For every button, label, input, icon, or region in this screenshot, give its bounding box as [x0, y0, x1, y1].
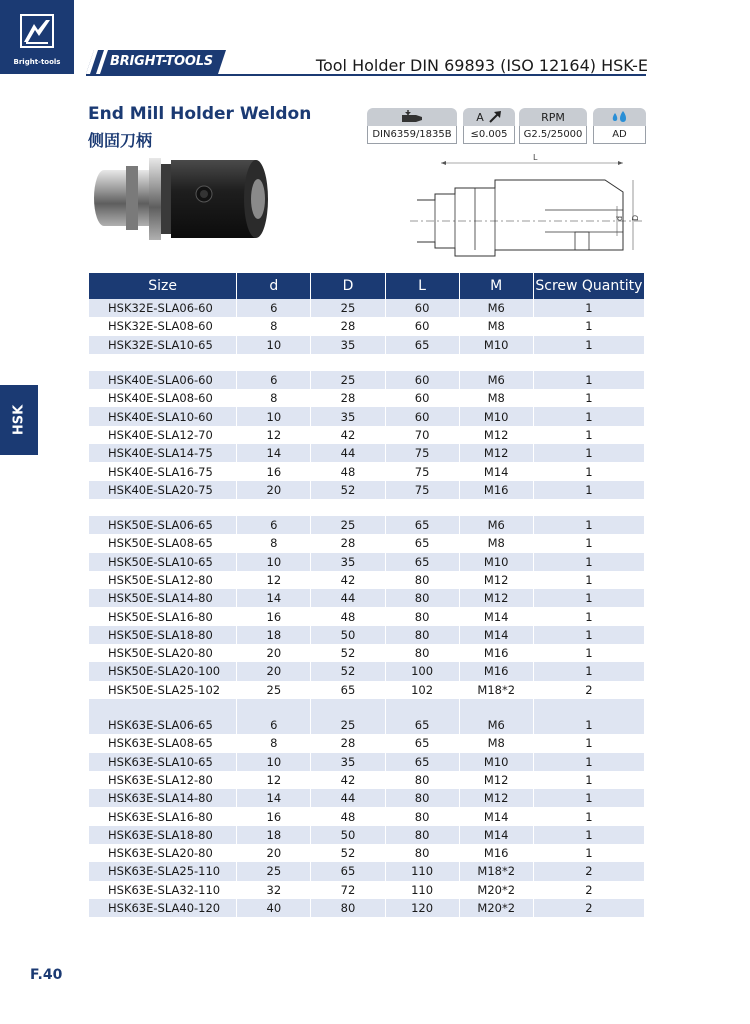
cell-D: 48: [340, 809, 356, 824]
cell-screw-qty: 1: [585, 846, 593, 861]
cell-D: 42: [340, 427, 356, 442]
cell-screw-qty: 1: [534, 407, 644, 425]
cell-screw-qty: 1: [585, 464, 593, 479]
spec-runout: [463, 108, 515, 146]
cell-d: 8: [270, 391, 278, 406]
cell-D: 35: [311, 753, 384, 771]
cell-M: M20*2: [460, 899, 533, 917]
cell-d: 40: [237, 899, 310, 917]
page-number: F.40: [30, 967, 63, 983]
cell-d: 12: [266, 772, 282, 787]
cell-L: 65: [386, 716, 459, 734]
cell-size: HSK63E-SLA16-80: [108, 809, 213, 824]
cell-D: 42: [340, 772, 356, 787]
spec-rpm-label: RPM: [519, 108, 587, 126]
cell-d: 14: [237, 444, 310, 462]
cell-screw-qty: 1: [585, 573, 593, 587]
spacer-cell: [237, 354, 310, 371]
cell-D: 52: [340, 846, 356, 861]
cell-screw-qty: 1: [534, 481, 644, 499]
cell-screw-qty: 1: [534, 789, 644, 807]
cell-d: 6: [237, 716, 310, 734]
group-spacer-row: [89, 699, 644, 716]
cell-screw-qty: 1: [534, 299, 644, 317]
table-row: [89, 462, 644, 480]
cell-M: M10: [460, 336, 533, 354]
cell-d: 25: [237, 862, 310, 880]
cell-M: M16: [460, 662, 533, 680]
cell-D: 25: [311, 516, 384, 534]
spacer-cell: [386, 699, 459, 716]
table-row: [89, 753, 644, 771]
cell-M: M8: [487, 536, 505, 551]
cell-L: 110: [386, 862, 459, 880]
cell-L: 80: [414, 846, 430, 861]
cell-M: M8: [487, 319, 505, 334]
cell-M: M14: [460, 826, 533, 844]
table-row: [89, 844, 644, 862]
cell-L: 120: [386, 899, 459, 917]
cell-M: M18*2: [477, 682, 516, 697]
cell-screw-qty: 1: [534, 753, 644, 771]
cell-D: 65: [311, 862, 384, 880]
cell-screw-qty: 1: [534, 716, 644, 734]
cell-L: 60: [414, 319, 430, 334]
cell-L: 75: [386, 444, 459, 462]
cell-d: 32: [266, 882, 282, 897]
cell-M: M14: [483, 809, 509, 824]
spacer-cell: [89, 354, 236, 371]
cell-D: 28: [340, 319, 356, 334]
cell-M: M16: [483, 846, 509, 861]
spec-coolant-value: AD: [593, 126, 646, 144]
cell-d: 14: [237, 589, 310, 607]
cell-D: 52: [311, 662, 384, 680]
cell-D: 50: [311, 826, 384, 844]
cell-L: 80: [386, 789, 459, 807]
cell-L: 100: [386, 662, 459, 680]
cell-M: M12: [460, 789, 533, 807]
cell-d: 16: [266, 464, 282, 479]
cell-M: M6: [460, 716, 533, 734]
spec-clamping-value: DIN6359/1835B: [367, 126, 457, 144]
table-row: [89, 481, 644, 499]
cell-screw-qty: 1: [585, 809, 593, 824]
cell-size: HSK40E-SLA06-60: [89, 371, 236, 389]
cell-D: 72: [340, 882, 356, 897]
cell-D: 48: [340, 464, 356, 479]
cell-d: 6: [237, 299, 310, 317]
cell-size: HSK63E-SLA20-80: [108, 846, 213, 861]
cell-M: M16: [483, 646, 509, 661]
cell-d: 8: [270, 319, 278, 334]
cell-screw-qty: 1: [534, 516, 644, 534]
cell-size: HSK63E-SLA08-65: [108, 736, 213, 751]
table-row: [89, 644, 644, 662]
cell-M: M12: [460, 444, 533, 462]
cell-size: HSK63E-SLA32-110: [108, 882, 221, 897]
table-row: [89, 299, 644, 317]
cell-screw-qty: 1: [585, 391, 593, 406]
cell-d: 10: [237, 336, 310, 354]
cell-L: 80: [414, 772, 430, 787]
table-row: [89, 336, 644, 354]
table-row: [89, 389, 644, 407]
cell-size: HSK63E-SLA25-110: [89, 862, 236, 880]
cell-M: M12: [483, 772, 509, 787]
spacer-cell: [311, 354, 384, 371]
column-header: D: [311, 273, 384, 299]
cell-size: HSK50E-SLA20-100: [89, 662, 236, 680]
column-header: Size: [89, 273, 236, 299]
table-row: [89, 607, 644, 625]
product-title: End Mill Holder Weldon: [88, 104, 312, 124]
cell-size: HSK50E-SLA08-65: [108, 536, 213, 551]
table-row: [89, 862, 644, 880]
cell-screw-qty: 1: [585, 772, 593, 787]
cell-screw-qty: 1: [585, 609, 593, 624]
cell-d: 10: [237, 553, 310, 571]
cell-M: M6: [460, 371, 533, 389]
cell-L: 65: [414, 736, 430, 751]
cell-size: HSK63E-SLA40-120: [89, 899, 236, 917]
table-row: [89, 571, 644, 589]
cell-D: 35: [311, 407, 384, 425]
spec-clamping: [367, 108, 457, 146]
cell-size: HSK40E-SLA12-70: [108, 427, 213, 442]
cell-M: M12: [460, 589, 533, 607]
cell-screw-qty: 1: [534, 662, 644, 680]
spacer-cell: [237, 699, 310, 716]
cell-D: 25: [311, 371, 384, 389]
cell-size: HSK50E-SLA20-80: [108, 646, 213, 661]
cell-size: HSK63E-SLA06-65: [89, 716, 236, 734]
cell-screw-qty: 2: [534, 899, 644, 917]
cell-L: 60: [386, 371, 459, 389]
table-row: [89, 771, 644, 789]
table-row: [89, 534, 644, 552]
logo-mark-icon: [20, 14, 54, 48]
cell-D: 25: [311, 716, 384, 734]
cell-M: M20*2: [477, 882, 516, 897]
cell-M: M14: [483, 464, 509, 479]
cell-screw-qty: 1: [585, 736, 593, 751]
brand-logo: [0, 0, 74, 74]
cell-L: 70: [414, 427, 430, 442]
technical-drawing: [405, 150, 650, 265]
cell-M: M10: [460, 407, 533, 425]
drawing-label-L: L: [533, 153, 538, 162]
table-header-row: [89, 273, 644, 299]
cell-size: HSK40E-SLA14-75: [89, 444, 236, 462]
table-row: [89, 553, 644, 571]
spec-table: [88, 273, 645, 917]
cell-D: 52: [311, 481, 384, 499]
column-header: d: [237, 273, 310, 299]
table-row: [89, 516, 644, 534]
spacer-cell: [89, 699, 236, 716]
cell-screw-qty: 1: [534, 371, 644, 389]
section-tab-label: HSK: [11, 404, 27, 436]
spacer-cell: [460, 699, 533, 716]
cell-D: 35: [311, 336, 384, 354]
cell-L: 60: [386, 299, 459, 317]
cell-D: 48: [340, 609, 356, 624]
cell-size: HSK40E-SLA20-75: [89, 481, 236, 499]
cell-M: M14: [483, 609, 509, 624]
cell-screw-qty: 1: [585, 319, 593, 334]
cell-size: HSK50E-SLA18-80: [89, 626, 236, 644]
spacer-cell: [534, 499, 644, 516]
cell-L: 102: [411, 682, 434, 697]
cell-L: 75: [414, 464, 430, 479]
cell-screw-qty: 1: [534, 826, 644, 844]
spacer-cell: [534, 699, 644, 716]
cell-size: HSK32E-SLA10-65: [89, 336, 236, 354]
cell-L: 80: [386, 589, 459, 607]
cell-size: HSK50E-SLA25-102: [108, 682, 221, 697]
cell-M: M6: [460, 516, 533, 534]
cell-size: HSK63E-SLA12-80: [108, 772, 213, 787]
coolant-drops-icon: [610, 110, 630, 124]
cell-M: M8: [487, 391, 505, 406]
cell-screw-qty: 2: [534, 862, 644, 880]
cell-D: 44: [311, 589, 384, 607]
cell-d: 20: [266, 646, 282, 661]
spacer-cell: [89, 499, 236, 516]
cell-D: 28: [340, 391, 356, 406]
cell-M: M8: [487, 736, 505, 751]
product-title-cn: 侧固刀柄: [88, 131, 153, 150]
table-row: [89, 317, 644, 335]
column-header: Screw Quantity: [534, 273, 644, 299]
spacer-cell: [386, 354, 459, 371]
cell-size: HSK63E-SLA14-80: [89, 789, 236, 807]
cell-L: 80: [386, 826, 459, 844]
cell-L: 60: [386, 407, 459, 425]
cell-D: 35: [311, 553, 384, 571]
cell-M: M6: [460, 299, 533, 317]
table-row: [89, 444, 644, 462]
cell-size: HSK32E-SLA08-60: [108, 319, 213, 334]
cell-screw-qty: 1: [534, 626, 644, 644]
cell-L: 65: [386, 336, 459, 354]
cell-d: 6: [237, 516, 310, 534]
cell-M: M16: [460, 481, 533, 499]
cell-L: 80: [386, 626, 459, 644]
cell-D: 42: [340, 573, 356, 587]
cell-size: HSK40E-SLA08-60: [108, 391, 213, 406]
section-tab-hsk[interactable]: [0, 385, 38, 455]
drawing-label-d: d: [615, 215, 624, 221]
cell-D: 28: [340, 536, 356, 551]
drawing-label-D: D: [631, 214, 640, 221]
cell-screw-qty: 1: [585, 536, 593, 551]
cell-d: 16: [266, 609, 282, 624]
spec-runout-value: ≤0.005: [463, 126, 515, 144]
cell-d: 12: [266, 427, 282, 442]
cell-L: 75: [386, 481, 459, 499]
cell-D: 52: [340, 646, 356, 661]
group-spacer-row: [89, 499, 644, 516]
cell-L: 80: [414, 809, 430, 824]
spacer-cell: [460, 354, 533, 371]
table-row: [89, 407, 644, 425]
cell-d: 10: [237, 753, 310, 771]
cell-d: 18: [237, 826, 310, 844]
table-row: [89, 426, 644, 444]
table-row: [89, 899, 644, 917]
product-image: [92, 150, 282, 275]
cell-L: 65: [386, 753, 459, 771]
cell-size: HSK50E-SLA12-80: [108, 573, 213, 587]
cell-L: 65: [386, 516, 459, 534]
cell-screw-qty: 1: [534, 589, 644, 607]
spacer-cell: [460, 499, 533, 516]
cell-d: 20: [266, 846, 282, 861]
cell-screw-qty: 1: [585, 646, 593, 661]
cell-M: M18*2: [460, 862, 533, 880]
cell-d: 18: [237, 626, 310, 644]
spec-rpm: [519, 108, 587, 146]
cell-screw-qty: 1: [534, 336, 644, 354]
spacer-cell: [237, 499, 310, 516]
table-row: [89, 716, 644, 734]
cell-M: M10: [460, 753, 533, 771]
table-row: [89, 807, 644, 825]
cell-d: 8: [270, 736, 278, 751]
cell-L: 65: [414, 536, 430, 551]
cell-d: 6: [237, 371, 310, 389]
group-spacer-row: [89, 354, 644, 371]
cell-size: HSK63E-SLA10-65: [89, 753, 236, 771]
table-row: [89, 789, 644, 807]
spec-runout-label: A: [476, 110, 484, 124]
cell-D: 80: [311, 899, 384, 917]
cell-screw-qty: 2: [585, 882, 593, 897]
spec-rpm-value: G2.5/25000: [519, 126, 587, 144]
cell-size: HSK50E-SLA16-80: [108, 609, 213, 624]
cell-d: 25: [266, 682, 282, 697]
logo-text: Bright-tools: [13, 58, 61, 66]
cell-D: 44: [311, 444, 384, 462]
cell-D: 25: [311, 299, 384, 317]
cell-M: M12: [483, 573, 509, 587]
cell-L: 65: [386, 553, 459, 571]
cell-L: 80: [414, 609, 430, 624]
cell-d: 10: [237, 407, 310, 425]
table-row: [89, 662, 644, 680]
clamping-icon: [399, 110, 425, 124]
cell-screw-qty: 2: [585, 682, 593, 697]
cell-L: 80: [414, 573, 430, 587]
cell-L: 80: [414, 646, 430, 661]
table-row: [89, 826, 644, 844]
cell-size: HSK50E-SLA06-65: [89, 516, 236, 534]
cell-screw-qty: 1: [534, 553, 644, 571]
cell-d: 14: [237, 789, 310, 807]
cell-size: HSK50E-SLA10-65: [89, 553, 236, 571]
spacer-cell: [386, 499, 459, 516]
brand-label: BRIGHT-TOOLS: [110, 54, 213, 69]
cell-L: 60: [414, 391, 430, 406]
cell-D: 44: [311, 789, 384, 807]
runout-arrow-icon: [488, 111, 502, 123]
column-header: M: [460, 273, 533, 299]
cell-D: 65: [340, 682, 356, 697]
cell-L: 110: [411, 882, 434, 897]
cell-size: HSK50E-SLA14-80: [89, 589, 236, 607]
cell-size: HSK63E-SLA18-80: [89, 826, 236, 844]
spacer-cell: [311, 699, 384, 716]
cell-M: M14: [460, 626, 533, 644]
table-row: [89, 734, 644, 752]
cell-d: 8: [270, 536, 278, 551]
column-header: L: [386, 273, 459, 299]
cell-size: HSK40E-SLA16-75: [108, 464, 213, 479]
spacer-cell: [534, 354, 644, 371]
spacer-cell: [311, 499, 384, 516]
cell-screw-qty: 1: [534, 444, 644, 462]
cell-d: 20: [237, 481, 310, 499]
page-header-title: Tool Holder DIN 69893 (ISO 12164) HSK-E: [315, 56, 648, 75]
table-row: [89, 681, 644, 699]
table-row: [89, 626, 644, 644]
cell-M: M10: [460, 553, 533, 571]
cell-D: 50: [311, 626, 384, 644]
cell-D: 28: [340, 736, 356, 751]
spec-coolant: [593, 108, 646, 146]
table-row: [89, 371, 644, 389]
table-row: [89, 589, 644, 607]
cell-size: HSK40E-SLA10-60: [89, 407, 236, 425]
cell-M: M12: [483, 427, 509, 442]
cell-d: 12: [266, 573, 282, 587]
cell-d: 16: [266, 809, 282, 824]
cell-size: HSK32E-SLA06-60: [89, 299, 236, 317]
cell-d: 20: [237, 662, 310, 680]
table-row: [89, 881, 644, 899]
cell-screw-qty: 1: [585, 427, 593, 442]
